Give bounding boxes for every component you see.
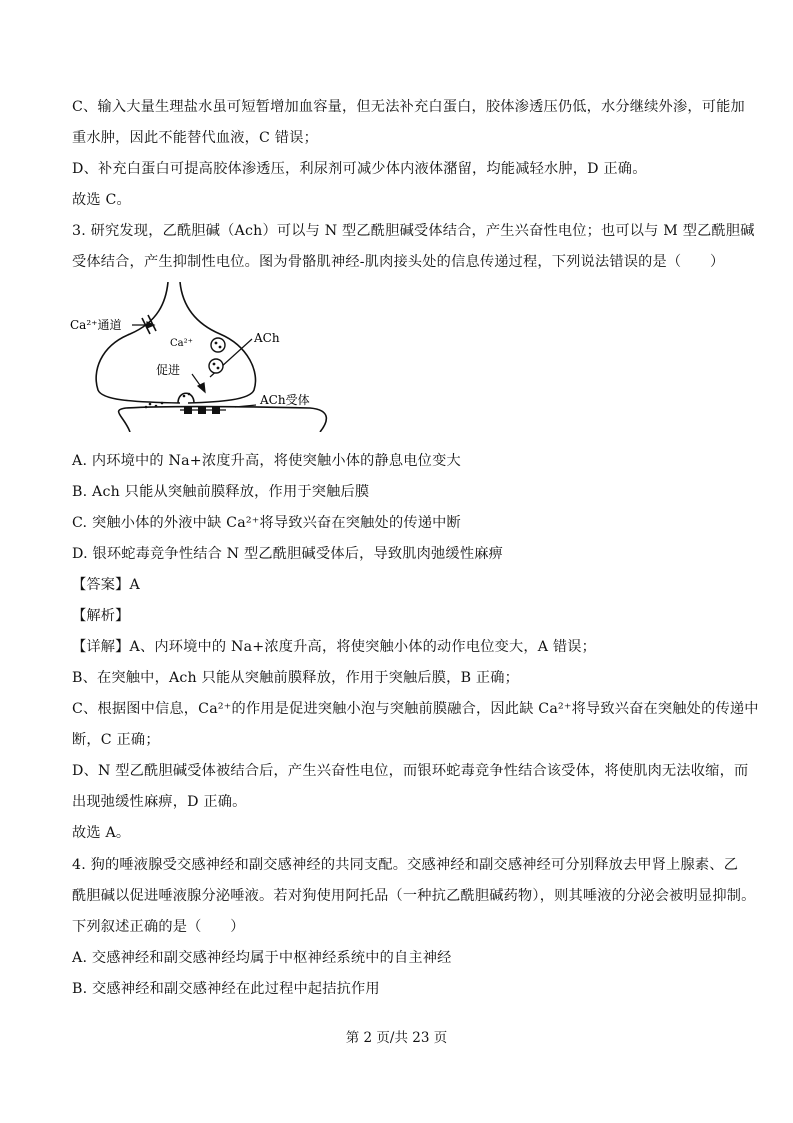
option-d: D. 银环蛇毒竞争性结合 N 型乙酰胆碱受体后，导致肌肉弛缓性麻痹 (72, 546, 503, 562)
promote-label: 促进 (156, 363, 181, 377)
analysis-header: 【解析】 (72, 608, 130, 624)
option-b: B. 交感神经和副交感神经在此过程中起拮抗作用 (72, 981, 380, 997)
text-line: 故选 C。 (72, 192, 131, 208)
analysis-line: 断，C 正确； (72, 732, 160, 748)
analysis-line: 故选 A。 (72, 825, 131, 841)
ach-receptor-label: ACh受体 (260, 393, 310, 407)
option-c: C. 突触小体的外液中缺 Ca²⁺将导致兴奋在突触处的传递中断 (72, 515, 461, 531)
ca-ion-label: Ca²⁺ (170, 338, 193, 349)
option-b: B. Ach 只能从突触前膜释放，作用于突触后膜 (72, 484, 370, 500)
ca-channel-label: Ca²⁺通道 (70, 318, 122, 332)
analysis-line: 出现弛缓性麻痹，D 正确。 (72, 794, 247, 810)
question-4-stem: 4. 狗的唾液腺受交感神经和副交感神经的共同支配。交感神经和副交感神经可分别释放去甲肾上腺素、乙 (72, 857, 739, 873)
option-a: A. 交感神经和副交感神经均属于中枢神经系统中的自主神经 (72, 950, 452, 966)
option-a: A. 内环境中的 Na+浓度升高，将使突触小体的静息电位变大 (72, 453, 461, 469)
neuromuscular-junction-figure (70, 282, 330, 432)
analysis-line: D、N 型乙酰胆碱受体被结合后，产生兴奋性电位，而银环蛇毒竞争性结合该受体，将使肌肉无法收缩，而 (72, 763, 749, 779)
question-4-stem: 酰胆碱以促进唾液腺分泌唾液。若对狗使用阿托品（一种抗乙酰胆碱药物），则其唾液的分泌会被明显抑制。 (72, 888, 756, 904)
question-4-stem: 下列叙述正确的是（ ） (72, 919, 245, 935)
answer: 【答案】A (72, 577, 140, 593)
text-line: C、输入大量生理盐水虽可短暂增加血容量，但无法补充白蛋白，胶体渗透压仍低，水分继续外渗，可能加 (72, 99, 745, 115)
analysis-line: C、根据图中信息，Ca²⁺的作用是促进突触小泡与突触前膜融合，因此缺 Ca²⁺将导致兴奋在突触处的传递中 (72, 701, 759, 717)
question-3-stem: 受体结合，产生抑制性电位。图为骨骼肌神经-肌肉接头处的信息传递过程，下列说法错误的是（ ） (72, 254, 725, 270)
analysis-line: B、在突触中，Ach 只能从突触前膜释放，作用于突触后膜，B 正确； (72, 670, 520, 686)
analysis-line: 【详解】A、内环境中的 Na+浓度升高，将使突触小体的动作电位变大，A 错误； (72, 639, 597, 655)
text-line: D、补充白蛋白可提高胶体渗透压，利尿剂可减少体内液体潴留，均能减轻水肿，D 正确。 (72, 161, 647, 177)
question-3-stem: 3. 研究发现，乙酰胆碱（Ach）可以与 N 型乙酰胆碱受体结合，产生兴奋性电位；也可以与 M 型乙酰胆碱 (72, 223, 755, 239)
ach-label: ACh (254, 331, 280, 345)
page-footer: 第 2 页/共 23 页 (345, 1030, 448, 1046)
text-line: 重水肿，因此不能替代血液，C 错误； (72, 130, 318, 146)
